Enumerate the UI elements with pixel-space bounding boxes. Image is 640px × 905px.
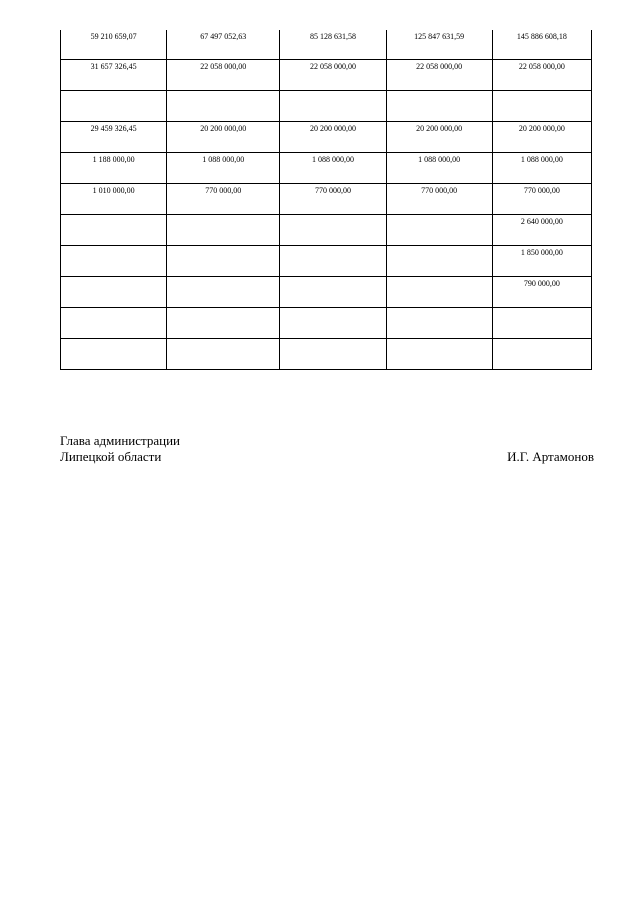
table-row: [61, 277, 592, 308]
table-cell: [167, 339, 280, 370]
table-row: [61, 60, 592, 91]
table-row: [61, 215, 592, 246]
table-cell: [167, 91, 280, 122]
table-cell: 31 657 326,45: [61, 60, 167, 91]
table-row: [61, 246, 592, 277]
signature-position-line2: Липецкой области: [60, 449, 162, 464]
table-cell: 22 058 000,00: [167, 60, 280, 91]
table-cell: 145 886 608,18: [492, 30, 591, 60]
table-cell: [280, 308, 386, 339]
table-cell: 59 210 659,07: [61, 30, 167, 60]
table-row: [61, 153, 592, 184]
table-cell: [386, 339, 492, 370]
table-cell: [280, 91, 386, 122]
table-cell: [61, 308, 167, 339]
table-cell: 1 010 000,00: [61, 184, 167, 215]
table-cell: [386, 215, 492, 246]
budget-table-body: [61, 30, 592, 370]
table-cell: 1 088 000,00: [386, 153, 492, 184]
table-cell: [167, 308, 280, 339]
table-cell: 1 088 000,00: [167, 153, 280, 184]
table-row: [61, 91, 592, 122]
table-cell: 770 000,00: [492, 184, 591, 215]
table-cell: [492, 308, 591, 339]
table-cell: 1 850 000,00: [492, 246, 591, 277]
table-cell: 22 058 000,00: [492, 60, 591, 91]
table-cell: [280, 246, 386, 277]
table-cell: 67 497 052,63: [167, 30, 280, 60]
table-cell: 1 188 000,00: [61, 153, 167, 184]
table-cell: [61, 215, 167, 246]
table-cell: [386, 308, 492, 339]
table-cell: 790 000,00: [492, 277, 591, 308]
table-cell: 770 000,00: [167, 184, 280, 215]
table-cell: [61, 246, 167, 277]
table-cell: [167, 246, 280, 277]
table-cell: 20 200 000,00: [280, 122, 386, 153]
table-cell: [61, 277, 167, 308]
table-cell: [280, 339, 386, 370]
signature-name: И.Г. Артамонов: [507, 449, 594, 464]
table-cell: 85 128 631,58: [280, 30, 386, 60]
table-cell: 20 200 000,00: [167, 122, 280, 153]
table-cell: [386, 246, 492, 277]
table-cell: [167, 215, 280, 246]
table-cell: [386, 277, 492, 308]
table-row: [61, 30, 592, 60]
table-cell: [492, 339, 591, 370]
table-cell: 1 088 000,00: [492, 153, 591, 184]
table-cell: 20 200 000,00: [492, 122, 591, 153]
table-cell: 22 058 000,00: [280, 60, 386, 91]
table-row: [61, 308, 592, 339]
table-cell: 20 200 000,00: [386, 122, 492, 153]
table-cell: [280, 277, 386, 308]
table-cell: 22 058 000,00: [386, 60, 492, 91]
table-cell: [61, 91, 167, 122]
table-cell: 770 000,00: [280, 184, 386, 215]
table-cell: 29 459 326,45: [61, 122, 167, 153]
table-cell: [61, 339, 167, 370]
budget-table: [60, 30, 592, 370]
table-row: [61, 184, 592, 215]
table-row: [61, 122, 592, 153]
table-cell: 1 088 000,00: [280, 153, 386, 184]
signature-position-line1: Глава администрации: [60, 433, 181, 448]
table-cell: [386, 91, 492, 122]
table-cell: [492, 91, 591, 122]
table-cell: 770 000,00: [386, 184, 492, 215]
table-cell: [280, 215, 386, 246]
signature-title: [60, 433, 180, 465]
table-row: [61, 339, 592, 370]
table-cell: 125 847 631,59: [386, 30, 492, 60]
table-cell: 2 640 000,00: [492, 215, 591, 246]
table-cell: [167, 277, 280, 308]
